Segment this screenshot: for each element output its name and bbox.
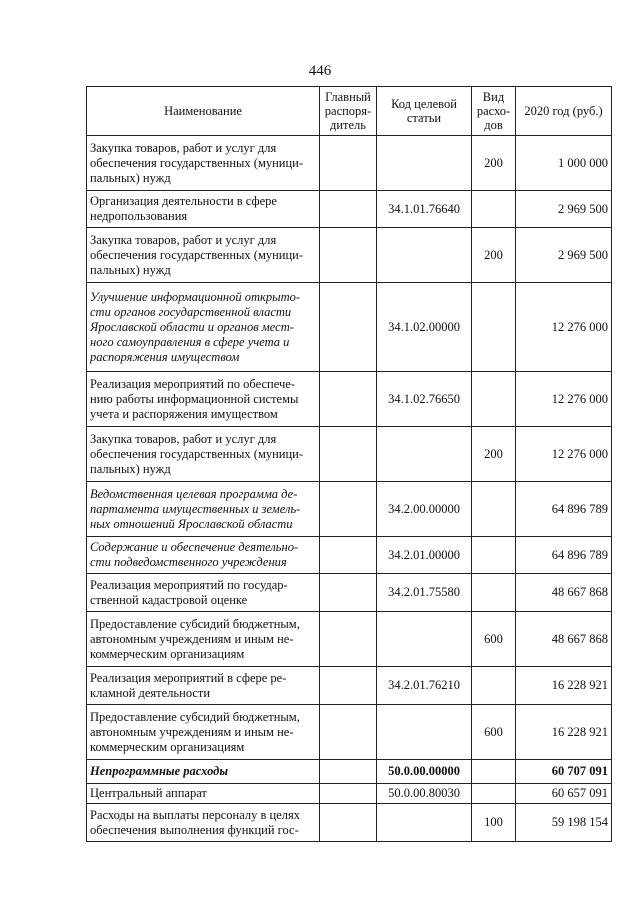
row-kind	[472, 760, 516, 784]
table-row	[87, 784, 612, 804]
row-kind	[472, 191, 516, 228]
row-kind	[472, 283, 516, 372]
row-code: 50.0.00.80030	[377, 784, 472, 804]
row-amount: 16 228 921	[516, 705, 612, 760]
row-name: Закупка товаров, работ и услуг для обеспечения государственных (муници-пальных) нужд	[87, 427, 320, 482]
row-code: 50.0.00.00000	[377, 760, 472, 784]
table-row	[87, 482, 612, 537]
row-chief	[320, 784, 377, 804]
row-name: Закупка товаров, работ и услуг для обеспечения государственных (муници-пальных) нужд	[87, 228, 320, 283]
row-chief	[320, 705, 377, 760]
row-name: Содержание и обеспечение деятельно-сти подведомственного учреждения	[87, 537, 320, 574]
header-code: Код целевой статьи	[377, 87, 472, 136]
header-year: 2020 год (руб.)	[516, 87, 612, 136]
row-name: Центральный аппарат	[87, 784, 320, 804]
row-kind	[472, 537, 516, 574]
row-kind: 600	[472, 705, 516, 760]
row-amount: 16 228 921	[516, 667, 612, 705]
row-name: Закупка товаров, работ и услуг для обеспечения государственных (муници-пальных) нужд	[87, 136, 320, 191]
table-row	[87, 283, 612, 372]
row-name: Предоставление субсидий бюджетным, автономным учреждениям и иным не-коммерческим организациям	[87, 705, 320, 760]
row-amount: 1 000 000	[516, 136, 612, 191]
row-amount: 12 276 000	[516, 427, 612, 482]
row-kind	[472, 667, 516, 705]
row-amount: 60 657 091	[516, 784, 612, 804]
row-kind: 200	[472, 427, 516, 482]
row-amount: 12 276 000	[516, 372, 612, 427]
table-row	[87, 705, 612, 760]
table-row	[87, 760, 612, 784]
row-name: Реализация мероприятий в сфере ре-кламной деятельности	[87, 667, 320, 705]
header-chief: Главный распоря-дитель	[320, 87, 377, 136]
row-chief	[320, 191, 377, 228]
row-name: Организация деятельности в сфере недропользования	[87, 191, 320, 228]
row-chief	[320, 804, 377, 842]
header-name: Наименование	[87, 87, 320, 136]
row-amount: 2 969 500	[516, 191, 612, 228]
row-amount: 48 667 868	[516, 612, 612, 667]
row-amount: 2 969 500	[516, 228, 612, 283]
row-chief	[320, 537, 377, 574]
row-name: Реализация мероприятий по обеспече-нию работы информационной системы учета и распоряжения имуществом	[87, 372, 320, 427]
table-row	[87, 612, 612, 667]
table-row	[87, 372, 612, 427]
table-body	[87, 136, 612, 842]
row-chief	[320, 228, 377, 283]
row-name: Непрограммные расходы	[87, 760, 320, 784]
row-code	[377, 804, 472, 842]
row-chief	[320, 427, 377, 482]
header-kind: Вид расхо-дов	[472, 87, 516, 136]
row-code	[377, 228, 472, 283]
row-kind: 200	[472, 228, 516, 283]
row-code	[377, 136, 472, 191]
table-row	[87, 136, 612, 191]
row-chief	[320, 136, 377, 191]
row-chief	[320, 283, 377, 372]
table-row	[87, 574, 612, 612]
row-code: 34.2.00.00000	[377, 482, 472, 537]
table-row	[87, 537, 612, 574]
row-name: Улучшение информационной открыто-сти органов государственной власти Ярославской области и органов мест-ного самоуправления в сфере учета и распоряжения имуществом	[87, 283, 320, 372]
row-chief	[320, 372, 377, 427]
row-chief	[320, 574, 377, 612]
row-name: Ведомственная целевая программа де-партамента имущественных и земель-ных отношений Ярославской области	[87, 482, 320, 537]
row-kind: 600	[472, 612, 516, 667]
row-code: 34.1.02.00000	[377, 283, 472, 372]
row-kind: 200	[472, 136, 516, 191]
row-code	[377, 705, 472, 760]
row-amount: 12 276 000	[516, 283, 612, 372]
row-chief	[320, 482, 377, 537]
header-row	[87, 87, 612, 136]
table-row	[87, 667, 612, 705]
row-code: 34.2.01.76210	[377, 667, 472, 705]
row-code: 34.2.01.75580	[377, 574, 472, 612]
row-amount: 64 896 789	[516, 482, 612, 537]
row-code	[377, 612, 472, 667]
row-amount: 59 198 154	[516, 804, 612, 842]
row-kind	[472, 784, 516, 804]
row-code: 34.1.02.76650	[377, 372, 472, 427]
row-amount: 48 667 868	[516, 574, 612, 612]
row-amount: 60 707 091	[516, 760, 612, 784]
row-code: 34.1.01.76640	[377, 191, 472, 228]
row-kind: 100	[472, 804, 516, 842]
row-chief	[320, 760, 377, 784]
row-code	[377, 427, 472, 482]
table-row	[87, 191, 612, 228]
row-kind	[472, 482, 516, 537]
table-row	[87, 228, 612, 283]
row-code: 34.2.01.00000	[377, 537, 472, 574]
row-name: Предоставление субсидий бюджетным, автономным учреждениям и иным не-коммерческим организациям	[87, 612, 320, 667]
budget-table	[86, 86, 612, 842]
page-number: 446	[308, 63, 332, 79]
row-name: Расходы на выплаты персоналу в целях обеспечения выполнения функций гос-	[87, 804, 320, 842]
row-amount: 64 896 789	[516, 537, 612, 574]
row-kind	[472, 574, 516, 612]
row-chief	[320, 612, 377, 667]
row-chief	[320, 667, 377, 705]
table-row	[87, 427, 612, 482]
table-row	[87, 804, 612, 842]
row-kind	[472, 372, 516, 427]
row-name: Реализация мероприятий по государ-ственной кадастровой оценке	[87, 574, 320, 612]
